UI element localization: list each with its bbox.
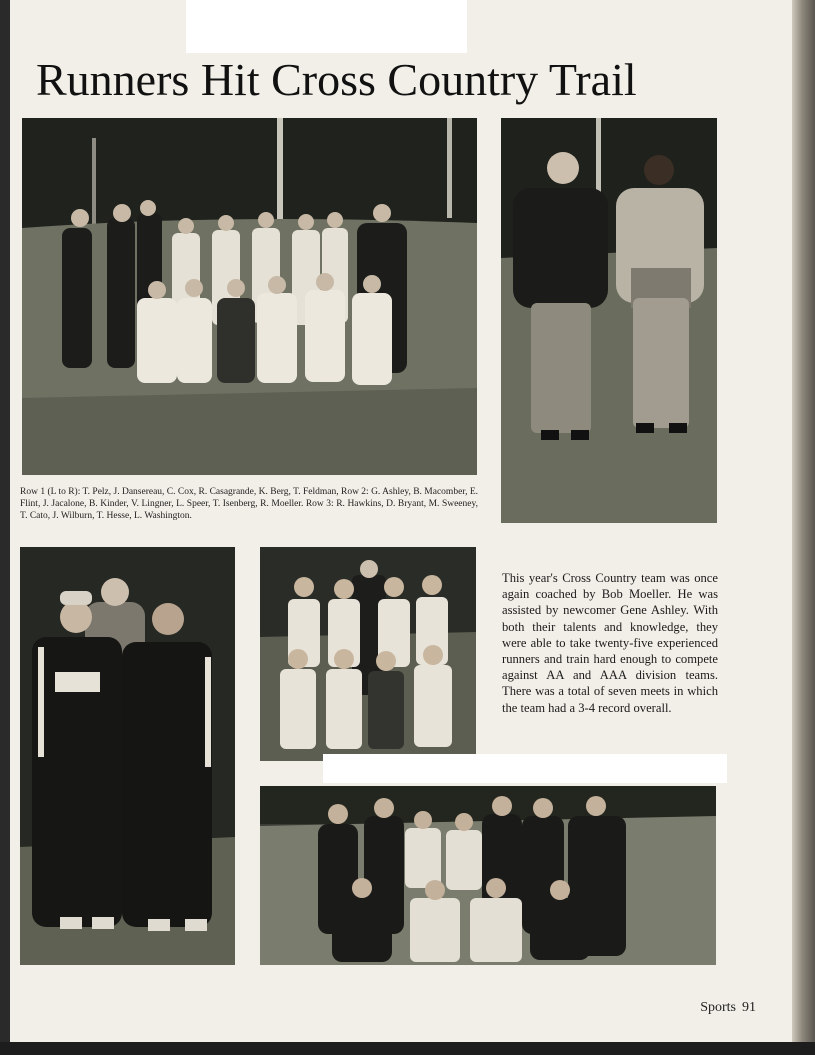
runners-with-coach-photo <box>20 547 235 965</box>
redaction-box-middle <box>323 754 727 783</box>
girls-team-photo <box>260 547 476 761</box>
page-bottom-edge <box>0 1042 815 1055</box>
page-folio <box>660 1000 756 1016</box>
article-body-text: This year's Cross Country team was once again coached by Bob Moeller. He was assisted by newcomer Gene Ashley. With both their talents and knowledge, they were able to take twenty-five experienced runners and train hard enough to compete against AA and AAA division teams. There was a total of seven meets in which the team had a 3-4 record overall. <box>502 571 718 715</box>
team-group-photo <box>22 118 477 475</box>
team-photo-caption: Row 1 (L to R): T. Pelz, J. Dansereau, C. Cox, R. Casagrande, K. Berg, T. Feldman, Row 2: G. Ashley, B. Macomber, E. Flint, J. Jacalone, B. Kinder, V. Lingner, L. Speer, T. Isenberg, R. Moeller. Row 3: R. Hawkins, D. Bryant, M. Sweeney, T. Cato, J. Wilburn, T. Hesse, L. Washington. <box>20 487 478 521</box>
coaches-photo <box>501 118 717 523</box>
folio-page-number: 91 <box>742 1000 756 1015</box>
page-title: Runners Hit Cross Country Trail <box>36 54 637 105</box>
book-spine <box>792 0 815 1055</box>
boys-team-photo <box>260 786 716 965</box>
folio-section: Sports <box>700 1000 736 1015</box>
redaction-box-top <box>186 0 467 53</box>
